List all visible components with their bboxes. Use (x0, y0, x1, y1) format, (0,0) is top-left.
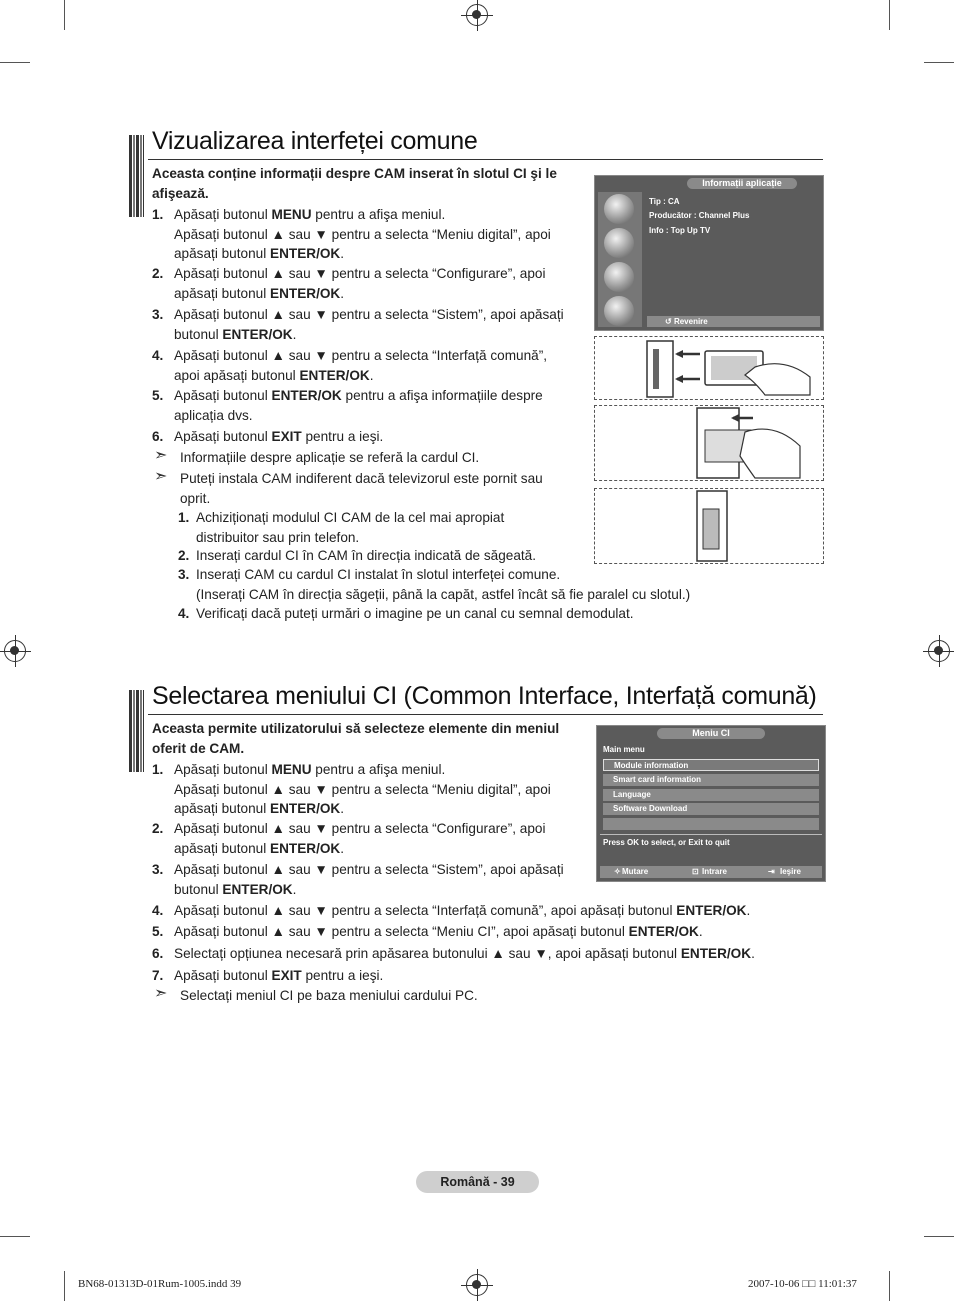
note-arrow-icon: ➣ (154, 447, 168, 464)
title-rule (148, 159, 823, 160)
crop-mark (0, 1236, 30, 1237)
cam-illustration-1 (594, 336, 824, 400)
info-line: Info : Top Up TV (649, 226, 711, 235)
note-arrow-icon: ➣ (154, 985, 168, 1002)
menu-item-smart-card[interactable]: Smart card information (603, 774, 819, 786)
screen-sidebar (598, 192, 642, 327)
tv-screen-ci-menu (596, 725, 826, 882)
crop-mark (64, 1271, 65, 1301)
section-title: Selectarea meniului CI (Common Interface, Interfață comună) (152, 682, 817, 710)
nav-exit-label: Ieşire (780, 867, 801, 876)
picture-menu-icon (604, 194, 634, 224)
cam-insert-illustration (595, 406, 822, 479)
crop-mark (924, 62, 954, 63)
return-icon: ↺ (665, 317, 672, 326)
screen-header: Informații aplicație (687, 178, 797, 189)
digital-menu-icon (604, 296, 634, 326)
crop-mark (64, 0, 65, 30)
cam-illustration-2 (594, 405, 824, 481)
screen-divider (600, 834, 822, 835)
setup-menu-icon (604, 262, 634, 292)
crop-mark (924, 1236, 954, 1237)
title-rule (148, 714, 823, 715)
print-footer-file: BN68-01313D-01Rum-1005.indd 39 (78, 1278, 242, 1290)
section-title: Vizualizarea interfeței comune (152, 127, 478, 155)
registration-mark-icon (466, 4, 488, 26)
menu-item-language[interactable]: Language (603, 789, 819, 801)
cam-insert-illustration (595, 337, 822, 398)
screen-nav-bar (600, 866, 822, 878)
cam-illustration-3 (594, 488, 824, 564)
registration-mark-icon (466, 1274, 488, 1296)
crop-mark (0, 62, 30, 63)
enter-icon: ⊡ (692, 867, 699, 876)
main-menu-label: Main menu (603, 745, 645, 754)
menu-item-empty (603, 818, 819, 830)
exit-icon: ⇥ (768, 867, 775, 876)
sound-menu-icon (604, 228, 634, 258)
section-intro: Aceasta permite utilizatorului să selecteze elemente din meniul oferit de CAM. (152, 721, 560, 756)
info-line: Tip : CA (649, 197, 680, 206)
section-bar (129, 690, 144, 772)
section-intro: Aceasta conține informații despre CAM inserat în slotul CI şi le afişează. (152, 166, 557, 201)
screen-header: Meniu CI (657, 728, 765, 739)
print-footer-date: 2007-10-06 □□ 11:01:37 (748, 1278, 857, 1290)
info-line: Producător : Channel Plus (649, 211, 750, 220)
return-label: Revenire (673, 317, 708, 326)
move-icon: ✧ (614, 867, 621, 876)
note-arrow-icon: ➣ (154, 468, 168, 485)
page-number: Română - 39 (416, 1171, 539, 1193)
nav-enter-label: Intrare (702, 867, 727, 876)
crop-mark (889, 1271, 890, 1301)
tv-screen-application-info (594, 175, 824, 331)
nav-move-label: Mutare (622, 867, 649, 876)
crop-mark (889, 0, 890, 30)
registration-mark-icon (928, 640, 950, 662)
section-bar (129, 135, 144, 217)
screen-hint: Press OK to select, or Exit to quit (603, 838, 730, 847)
menu-item-module-information[interactable]: Module information (603, 759, 819, 771)
menu-item-software-download[interactable]: Software Download (603, 803, 819, 815)
cam-insert-illustration (595, 489, 822, 562)
registration-mark-icon (4, 640, 26, 662)
screen-footer (647, 316, 820, 327)
